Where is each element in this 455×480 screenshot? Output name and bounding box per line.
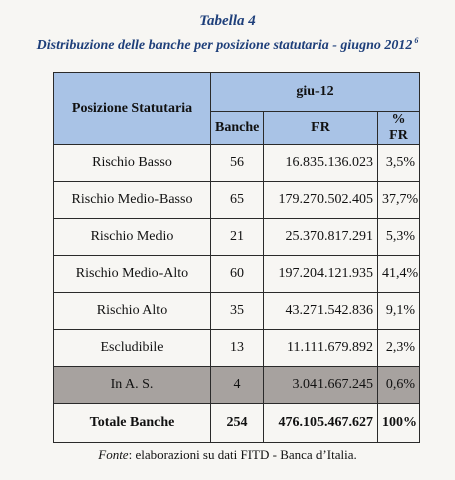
table-row <box>54 182 420 219</box>
table-row <box>54 330 420 367</box>
subtitle-text: Distribuzione delle banche per posizione statutaria - giugno 2012 <box>36 38 413 53</box>
row-banks: 13 <box>211 330 264 367</box>
row-label: Rischio Medio-Basso <box>54 182 211 219</box>
row-fr: 16.835.136.023 <box>264 145 378 182</box>
row-pct: 3,5% <box>378 145 420 182</box>
total-fr: 476.105.467.627 <box>264 404 378 443</box>
bank-distribution-table <box>53 72 420 443</box>
source-note <box>0 447 455 463</box>
header-banks: Banche <box>211 112 264 145</box>
table-row <box>54 219 420 256</box>
header-pct-fr: % FR <box>378 112 420 145</box>
source-text: : elaborazioni su dati FITD - Banca d’Italia. <box>128 447 357 462</box>
row-pct: 0,6% <box>378 367 420 404</box>
row-fr: 25.370.817.291 <box>264 219 378 256</box>
row-pct: 5,3% <box>378 219 420 256</box>
table-row <box>54 145 420 182</box>
table-row <box>54 293 420 330</box>
total-banks: 254 <box>211 404 264 443</box>
row-label: Rischio Medio-Alto <box>54 256 211 293</box>
row-banks: 65 <box>211 182 264 219</box>
footnote-mark: 6 <box>414 36 419 45</box>
row-banks: 56 <box>211 145 264 182</box>
row-pct: 41,4% <box>378 256 420 293</box>
table-caption-subtitle <box>0 36 455 54</box>
row-fr: 43.271.542.836 <box>264 293 378 330</box>
table-row-highlighted <box>54 367 420 404</box>
row-label: Rischio Basso <box>54 145 211 182</box>
header-position: Posizione Statutaria <box>54 73 211 145</box>
row-fr: 3.041.667.245 <box>264 367 378 404</box>
row-pct: 37,7% <box>378 182 420 219</box>
header-fr: FR <box>264 112 378 145</box>
row-label: Rischio Medio <box>54 219 211 256</box>
row-fr: 197.204.121.935 <box>264 256 378 293</box>
table-caption-title: Tabella 4 <box>199 13 256 29</box>
row-label: Escludibile <box>54 330 211 367</box>
total-label: Totale Banche <box>54 404 211 443</box>
total-row <box>54 404 420 443</box>
row-banks: 35 <box>211 293 264 330</box>
table-row <box>54 256 420 293</box>
row-pct: 2,3% <box>378 330 420 367</box>
header-period: giu-12 <box>211 73 420 112</box>
row-banks: 21 <box>211 219 264 256</box>
row-fr: 179.270.502.405 <box>264 182 378 219</box>
row-fr: 11.111.679.892 <box>264 330 378 367</box>
row-pct: 9,1% <box>378 293 420 330</box>
source-prefix: Fonte <box>98 447 129 462</box>
total-pct: 100% <box>378 404 420 443</box>
row-banks: 4 <box>211 367 264 404</box>
row-label: In A. S. <box>54 367 211 404</box>
row-banks: 60 <box>211 256 264 293</box>
row-label: Rischio Alto <box>54 293 211 330</box>
